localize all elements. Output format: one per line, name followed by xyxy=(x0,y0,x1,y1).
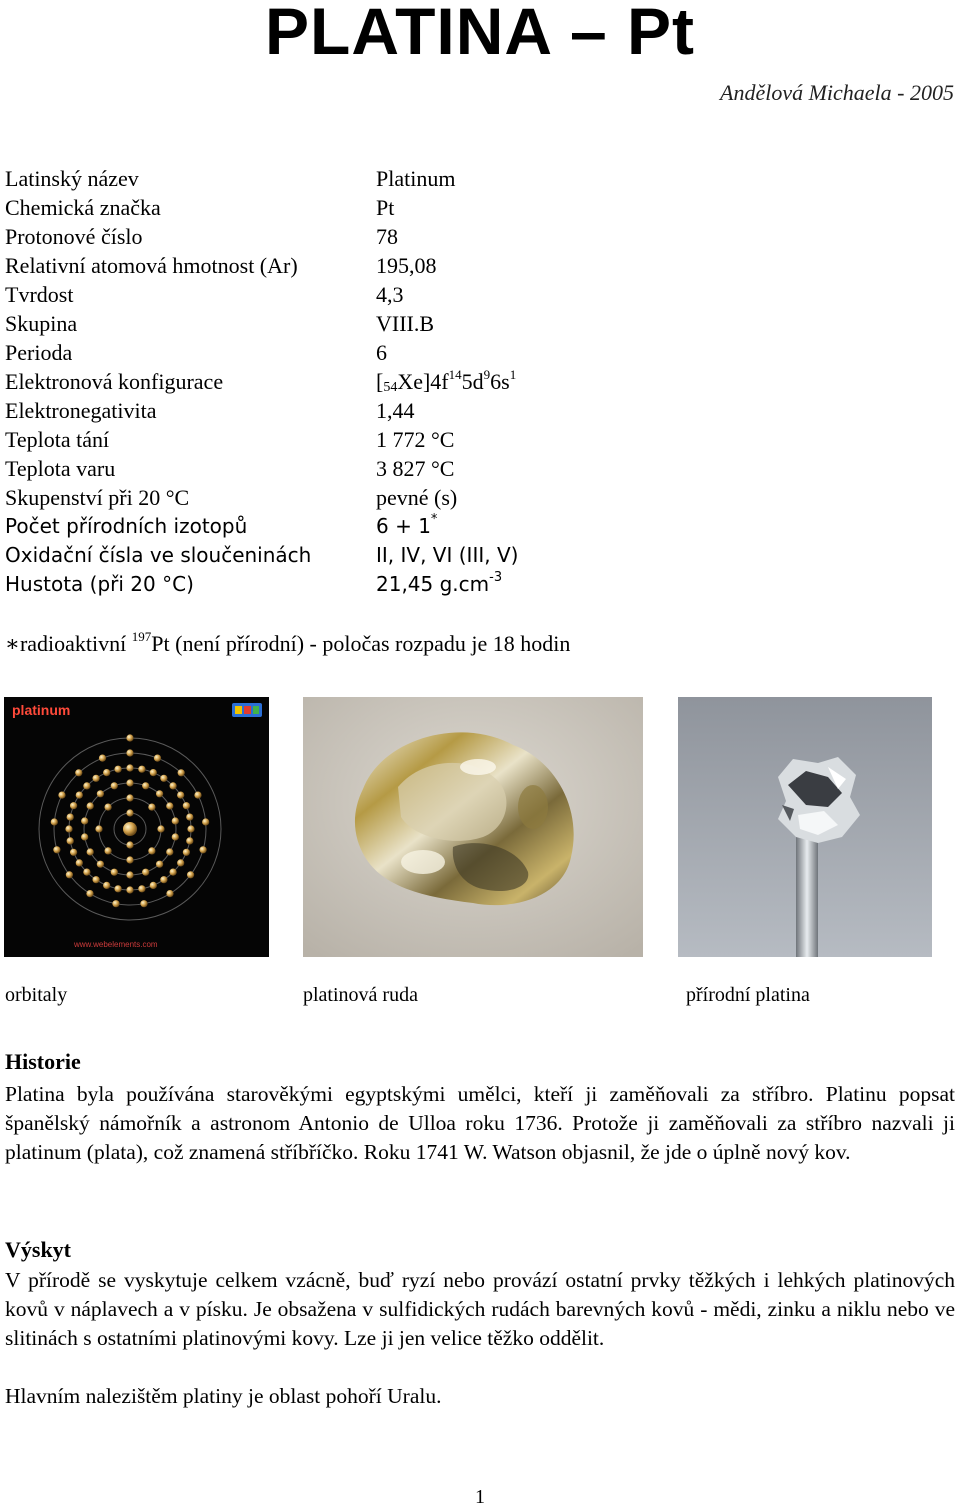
electron-dot xyxy=(58,792,65,799)
electron-dot xyxy=(150,769,157,776)
electron-dot xyxy=(111,782,118,789)
electron-dot xyxy=(156,861,163,868)
electron-dot xyxy=(93,876,100,883)
property-label: Latinský název xyxy=(5,166,139,191)
electron-dot xyxy=(87,802,94,809)
electron-dot xyxy=(148,804,155,811)
electron-dot xyxy=(105,847,112,854)
electron-dot xyxy=(86,890,93,897)
electron-dot xyxy=(126,841,133,848)
electron-dot xyxy=(75,769,82,776)
occurrence-heading: Výskyt xyxy=(5,1237,72,1262)
property-label: Elektronegativita xyxy=(5,398,157,423)
electron-dot xyxy=(172,833,179,840)
electron-dot xyxy=(194,792,201,799)
electron-dot xyxy=(156,790,163,797)
electron-dot xyxy=(170,869,177,876)
electron-dot xyxy=(157,825,164,832)
property-value: II, IV, VI (III, V) xyxy=(376,543,519,567)
orbitals-caption: orbitaly xyxy=(5,984,68,1006)
property-value: Platinum xyxy=(376,166,456,191)
electron-dot xyxy=(140,900,147,907)
electron-dot xyxy=(76,792,83,799)
property-label: Tvrdost xyxy=(5,282,74,307)
electron-dot xyxy=(66,871,73,878)
electron-dot xyxy=(53,846,60,853)
property-label: Chemická značka xyxy=(5,195,161,220)
electron-dot xyxy=(99,755,106,762)
property-value: 21,45 $g.cm^{-3}$ xyxy=(376,570,503,596)
electron-dot xyxy=(103,769,110,776)
electron-dot xyxy=(186,814,193,821)
page-number: 1 xyxy=(475,1486,485,1508)
electron-dot xyxy=(111,869,118,876)
electron-dot xyxy=(115,885,122,892)
property-label: Relativní atomová hmotnost (Ar) xyxy=(5,253,298,278)
native-platinum-caption: přírodní platina xyxy=(686,984,810,1006)
electron-dot xyxy=(166,848,173,855)
property-value: VIII.B xyxy=(376,311,435,336)
electron-dot xyxy=(150,882,157,889)
electron-dot xyxy=(202,818,209,825)
property-label: Perioda xyxy=(5,340,73,365)
platinum-ore-image xyxy=(303,697,643,957)
orbitals-footer-text: www.webelements.com xyxy=(74,940,158,949)
property-value: 3 827 °C xyxy=(376,456,455,481)
electron-dot xyxy=(76,859,83,866)
electron-dot xyxy=(178,769,185,776)
electron-dot xyxy=(126,794,133,801)
native-platinum-image xyxy=(678,697,932,957)
electron-dot xyxy=(138,766,145,773)
occurrence-paragraph-2: Hlavním nalezištěm platiny je oblast pohoří Uralu. xyxy=(5,1384,442,1408)
radioactive-note: ∗radioaktivní $^{197}$Pt (není přírodní) - poločas rozpadu je 18 hodin xyxy=(5,629,571,656)
platinum-ore-caption: platinová ruda xyxy=(303,984,418,1006)
electron-dot xyxy=(183,802,190,809)
electron-dot xyxy=(51,818,58,825)
electron-dot xyxy=(177,859,184,866)
history-paragraph: Platina byla používána starověkými egyptskými umělci, kteří ji zaměňovali za stříbro. Platinu popsat španělský námořník a astronom Antonio de Ulloa roku 1736. Protože ji zaměňovali za stříbro nazvali ji platinum (plata), což znamená stříbříčko. Roku 1741 W. Watson objasnil, že jde o úplně nový kov. xyxy=(5,1082,955,1164)
electron-dot xyxy=(126,886,133,893)
electron-dot xyxy=(187,871,194,878)
electron-dot xyxy=(148,847,155,854)
property-label: Teplota tání xyxy=(5,427,110,452)
property-value: 1 772 °C xyxy=(376,427,455,452)
electron-dot xyxy=(154,755,161,762)
electron-dot xyxy=(81,833,88,840)
electron-dot xyxy=(166,890,173,897)
orbitals-image xyxy=(4,697,269,957)
electron-dot xyxy=(126,809,133,816)
electron-dot xyxy=(70,849,77,856)
property-value: pevné (s) xyxy=(376,485,458,510)
electron-dot xyxy=(115,766,122,773)
electron-dot xyxy=(67,837,74,844)
property-label: Teplota varu xyxy=(5,456,116,481)
electron-dot xyxy=(200,846,207,853)
electron-dot xyxy=(142,869,149,876)
electron-dot xyxy=(81,817,88,824)
property-label: Protonové číslo xyxy=(5,224,143,249)
electron-dot xyxy=(142,782,149,789)
page-title: PLATINA – Pt xyxy=(264,0,695,68)
electron-dot xyxy=(103,882,110,889)
electron-dot xyxy=(95,825,102,832)
electron-dot xyxy=(126,734,133,741)
property-label: Počet přírodních izotopů xyxy=(5,514,248,538)
electron-dot xyxy=(126,779,133,786)
property-value: 78 xyxy=(376,224,398,249)
property-value: $[54Xe]4f^{14}5d^96s^1$ xyxy=(376,367,517,395)
property-value: 1,44 xyxy=(376,398,415,423)
property-value: 195,08 xyxy=(376,253,437,278)
history-heading: Historie xyxy=(5,1049,81,1074)
electron-dot xyxy=(93,775,100,782)
electron-dot xyxy=(186,837,193,844)
electron-dot xyxy=(97,790,104,797)
author-line: Andělová Michaela - 2005 xyxy=(720,80,954,105)
occurrence-paragraph: V přírodě se vyskytuje celkem vzácně, buď ryzí nebo provází ostatní prvky těžkých i lehkých platinových kovů v náplavech a v písku. Je obsažena v sulfidických rudách barevných kovů - mědi, zinku a niklu nebo ve slitinách s ostatními platinovými kovy. Lze ji jen velice těžko oddělit. xyxy=(5,1268,955,1350)
electron-dot xyxy=(126,856,133,863)
electron-dot xyxy=(126,749,133,756)
electron-dot xyxy=(170,782,177,789)
property-label: Skupina xyxy=(5,311,78,336)
electron-dot xyxy=(138,885,145,892)
property-value: 4,3 xyxy=(376,282,404,307)
electron-dot xyxy=(105,804,112,811)
electron-dot xyxy=(87,848,94,855)
property-value: Pt xyxy=(376,195,395,220)
orbitals-header-text: platinum xyxy=(12,702,71,718)
property-label: Hustota (při 20 °C) xyxy=(5,572,194,596)
electron-dot xyxy=(83,869,90,876)
electron-dot xyxy=(67,814,74,821)
electron-dot xyxy=(160,775,167,782)
electron-dot xyxy=(65,825,72,832)
electron-dot xyxy=(126,871,133,878)
electron-dot xyxy=(160,876,167,883)
electron-dot xyxy=(126,764,133,771)
property-value: 6 xyxy=(376,340,387,365)
electron-dot xyxy=(70,802,77,809)
electron-dot xyxy=(97,861,104,868)
property-label: Skupenství při 20 °C xyxy=(5,485,190,510)
electron-dot xyxy=(166,802,173,809)
property-label: Oxidační čísla ve sloučeninách xyxy=(5,543,312,567)
electron-dot xyxy=(172,817,179,824)
electron-dot xyxy=(112,900,119,907)
electron-dot xyxy=(83,782,90,789)
property-label: Elektronová konfigurace xyxy=(5,369,224,394)
electron-dot xyxy=(183,849,190,856)
electron-dot xyxy=(177,792,184,799)
property-value: 6 + 1* xyxy=(376,512,438,538)
electron-dot xyxy=(187,825,194,832)
